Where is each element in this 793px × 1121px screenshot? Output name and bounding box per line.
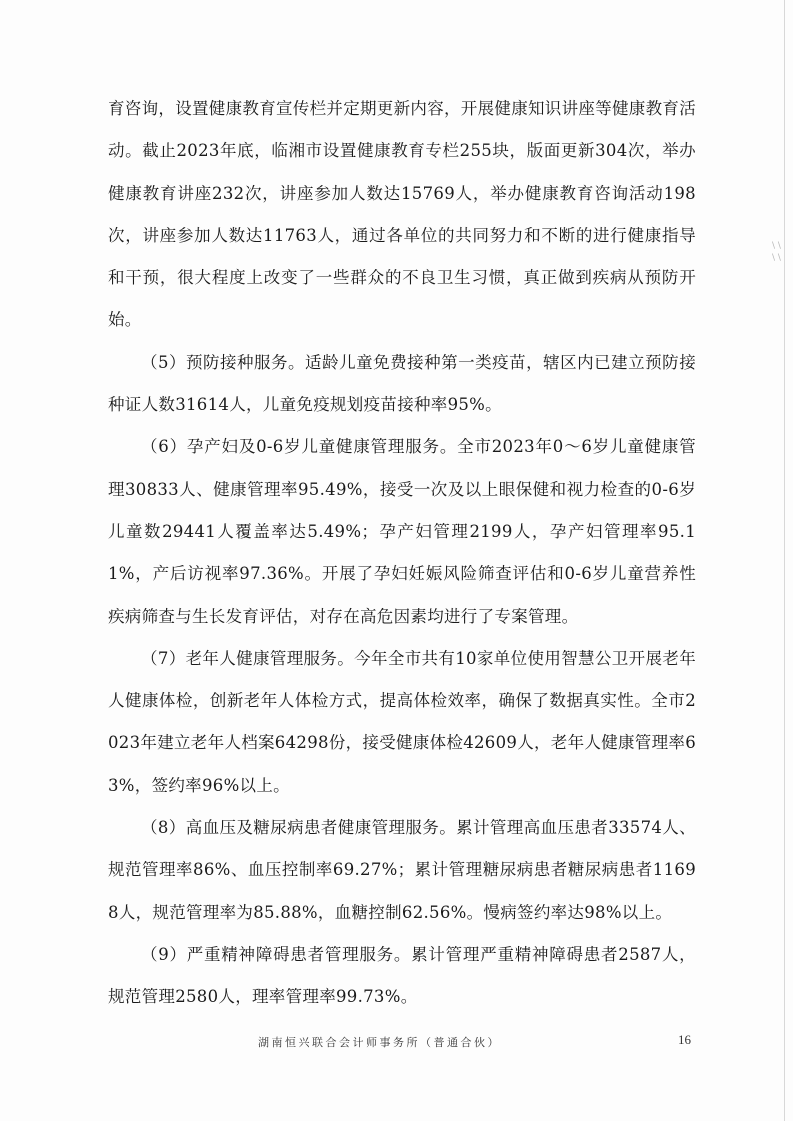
page-footer <box>0 1034 793 1054</box>
paragraph-elderly: （7）老年人健康管理服务。今年全市共有10家单位使用智慧公卫开展老年人健康体检，创新老年人体检方式，提高体检效率，确保了数据真实性。全市2023年建立老年人档案64298份，接受健康体检42609人，老年人健康管理率63%，签约率96%以上。 <box>108 648 696 795</box>
paragraph-vaccination: （5）预防接种服务。适龄儿童免费接种第一类疫苗，辖区内已建立预防接种证人数31614人，儿童免疫规划疫苗接种率95%。 <box>108 352 696 415</box>
paragraph-hypertension-diabetes: （8）高血压及糖尿病患者健康管理服务。累计管理高血压患者33574人、规范管理率86%、血压控制率69.27%；累计管理糖尿病患者糖尿病患者11698人，规范管理率为85.88%，血糖控制62.56%。慢病签约率达98%以上。 <box>108 818 696 922</box>
paragraph-mental-health: （9）严重精神障碍患者管理服务。累计管理严重精神障碍患者2587人，规范管理2580人，理率管理率99.73%。 <box>108 944 696 1007</box>
paragraph-maternal-child: （6）孕产妇及0-6岁儿童健康管理服务。全市2023年0～6岁儿童健康管理30833人、健康管理率95.49%，接受一次及以上眼保健和视力检查的0-6岁儿童数29441人覆盖率达5.49%；孕产妇管理2199人，孕产妇管理率95.11%，产后访视率97.36%。开展了孕妇妊娠风险筛查评估和0-6岁儿童营养性疾病筛查与生长发育评估，对存在高危因素均进行了专案管理。 <box>108 437 696 626</box>
page-number: 16 <box>678 1032 691 1047</box>
document-body <box>108 88 696 1019</box>
paragraph-health-education-cont: 育咨询，设置健康教育宣传栏并定期更新内容，开展健康知识讲座等健康教育活动。截止2023年底，临湘市设置健康教育专栏255块，版面更新304次，举办健康教育讲座232次，讲座参加人数达15769人，举办健康教育咨询活动198次，讲座参加人数达11763人，通过各单位的共同努力和不断的进行健康指导和干预，很大程度上改变了一些群众的不良卫生习惯，真正做到疾病从预防开始。 <box>108 99 696 330</box>
margin-marks: \ \ \ \ <box>772 241 781 263</box>
footer-firm-name: 湖南恒兴联合会计师事务所（普通合伙） <box>258 1036 501 1049</box>
scan-edge-line <box>784 0 785 1121</box>
